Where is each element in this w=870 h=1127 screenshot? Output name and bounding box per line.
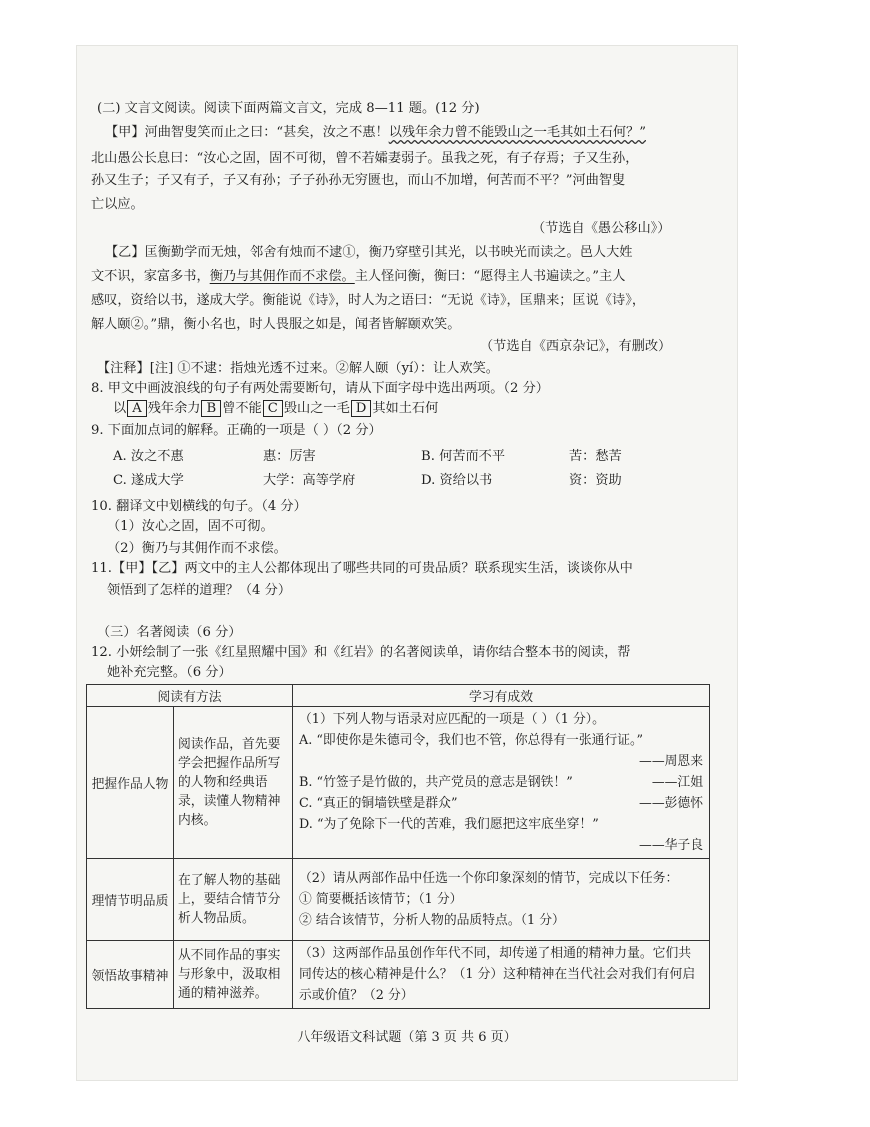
yi-line-2: [91, 268, 625, 286]
row1-option-c-who: ——彭德怀: [639, 796, 703, 811]
q9-option-c: C. 遂成大学: [113, 473, 184, 488]
exam-page: [77, 46, 737, 1080]
jia-line-3: 孙又生子；子又有子，子又有孙；子子孙孙无穷匮也，而山不加增，何苦而不平？”河曲智叟: [91, 173, 626, 188]
q8-option-b: B: [201, 400, 221, 417]
row1-option-b-text: B. “竹签子是竹做的，共产党员的意志是钢铁！”: [299, 775, 573, 790]
yi-line-1: [105, 244, 633, 262]
row1-option-b: [299, 772, 703, 793]
row-effect: [293, 859, 710, 941]
q8-option-a: A: [127, 400, 147, 417]
jia-line-4: 亡以应。: [91, 197, 144, 212]
q9-option-c-expl: 大学：高等学府: [263, 473, 356, 488]
table-row: [87, 941, 710, 1009]
q9-text: 9. 下面加点词的解释。正确的一项是（ ）（2 分）: [91, 423, 382, 438]
reading-table: [86, 684, 710, 1009]
section3-heading: （三）名著阅读（6 分）: [97, 625, 242, 640]
row1-question: （1）下列人物与语录对应匹配的一项是（ ）（1 分）。: [299, 712, 605, 727]
wavy-sentence: 以残年余力曾不能毁山之一毛其如土石何？”: [388, 125, 646, 140]
table-row: [87, 707, 710, 859]
q8-seg: 残年余力: [147, 401, 201, 416]
yi-line-3: 感叹，资给以书，遂成大学。衡能说《诗》，时人为之语曰：“无说《诗》，匡鼎来；匡说《诗》，: [91, 293, 646, 308]
yi-label: 【乙】: [105, 245, 145, 260]
q8-option-d: D: [351, 400, 372, 417]
q12-line-1: 12. 小妍绘制了一张《红星照耀中国》和《红岩》的名著阅读单，请你结合整本书的阅读，帮: [91, 645, 631, 660]
row-method: 阅读作品，首先要学会把握作品所写的人物和经典语录，读懂人物精神内核。: [174, 707, 293, 859]
q9-option-b: B. 何苦而不平: [421, 449, 506, 464]
row1-option-a-who: ——周恩来: [639, 754, 703, 769]
row1-option-d-who: ——华子良: [639, 838, 703, 853]
q8-seg: 毁山之一毛: [283, 401, 350, 416]
row3-question: （3）这两部作品虽创作年代不同，却传递了相通的精神力量。它们共同传达的核心精神是什么？（1 分）这种精神在当代社会对我们有何启示或价值？（2 分）: [293, 941, 710, 1009]
table-header-row: [87, 685, 710, 707]
q9-option-a-expl: 惠：厉害: [263, 449, 316, 464]
q10-sentence-2: （2）衡乃与其佣作而不求偿。: [107, 541, 287, 556]
underlined-sentence: 衡乃与其佣作而不求偿。: [209, 269, 355, 284]
q9-option-d: D. 资给以书: [421, 473, 493, 488]
q8-seg: 曾不能: [222, 401, 262, 416]
q8-option-c: C: [263, 400, 283, 417]
yi-source: （节选自《西京杂记》，有删改）: [480, 339, 672, 354]
row-title: 领悟故事精神: [87, 941, 174, 1009]
yi-line-4: 解人颐②。”鼎，衡小名也，时人畏服之如是，闻者皆解颐欢笑。: [91, 317, 461, 332]
row2-question: （2）请从两部作品中任选一个你印象深刻的情节，完成以下任务：: [299, 871, 679, 886]
row1-option-b-who: ——江姐: [651, 775, 703, 790]
row2-task-2: ② 结合该情节，分析人物的品质特点。（1 分）: [299, 913, 565, 928]
row1-option-a: A. “即使你是朱德司令，我们也不管，你总得有一张通行证。”: [299, 733, 643, 748]
page-footer: 八年级语文科试题（第 3 页 共 6 页）: [297, 1030, 517, 1045]
table-row: [87, 859, 710, 941]
yi-text-1: 匡衡勤学而无烛，邻舍有烛而不逮①，衡乃穿壁引其光，以书映光而读之。邑人大姓: [144, 245, 633, 260]
yi-text-2a: 文不识，家富多书，: [91, 269, 210, 284]
row-method: 从不同作品的事实与形象中，汲取相通的精神滋养。: [174, 941, 293, 1009]
q8-seg: 其如土石何: [372, 401, 439, 416]
jia-label: 【甲】: [105, 125, 145, 140]
row-method: 在了解人物的基础上，要结合情节分析人物品质。: [174, 859, 293, 941]
row-title: 把握作品人物: [87, 707, 174, 859]
q8-options: [113, 400, 438, 418]
row1-option-d: D. “为了免除下一代的苦难，我们愿把这牢底坐穿！”: [299, 817, 599, 832]
q11-line-1: 11.【甲】【乙】两文中的主人公都体现出了哪些共同的可贵品质？联系现实生活，谈谈你从中: [91, 561, 633, 576]
q9-option-b-expl: 苦：愁苦: [569, 449, 622, 464]
q12-line-2: 她补充完整。（6 分）: [107, 665, 232, 680]
q11-line-2: 领悟到了怎样的道理？（4 分）: [107, 583, 292, 598]
section2-heading: (二) 文言文阅读。阅读下面两篇文言文，完成 8—11 题。(12 分): [97, 101, 480, 116]
row2-task-1: ① 简要概括该情节；（1 分）: [299, 892, 463, 907]
row1-option-c: [299, 793, 703, 814]
q10-text: 10. 翻译文中划横线的句子。（4 分）: [91, 499, 307, 514]
q9-option-d-expl: 资：资助: [569, 473, 622, 488]
jia-source: （节选自《愚公移山》）: [532, 221, 671, 236]
jia-line-1: [105, 124, 646, 142]
notes: 【注释】[注] ①不逮：指烛光透不过来。②解人颐（yí）：让人欢笑。: [97, 361, 499, 376]
jia-text-1a: 河曲智叟笑而止之曰：“甚矣，汝之不惠！: [144, 125, 389, 140]
header-effect: 学习有成效: [293, 685, 710, 707]
q8-text: 8. 甲文中画波浪线的句子有两处需要断句，请从下面字母中选出两项。（2 分）: [91, 381, 549, 396]
row-title: 理情节明品质: [87, 859, 174, 941]
row-effect: [293, 707, 710, 859]
row1-option-c-text: C. “真正的铜墙铁壁是群众”: [299, 796, 458, 811]
yi-text-2c: 主人怪问衡，衡曰：“愿得主人书遍读之。”主人: [354, 269, 626, 284]
jia-line-2: 北山愚公长息曰：“汝心之固，固不可彻，曾不若孀妻弱子。虽我之死，有子存焉；子又生孙，: [91, 151, 639, 166]
q9-option-a: A. 汝之不惠: [113, 449, 184, 464]
q10-sentence-1: （1）汝心之固，固不可彻。: [107, 519, 274, 534]
q8-seg: 以: [113, 401, 127, 416]
header-method: 阅读有方法: [87, 685, 293, 707]
